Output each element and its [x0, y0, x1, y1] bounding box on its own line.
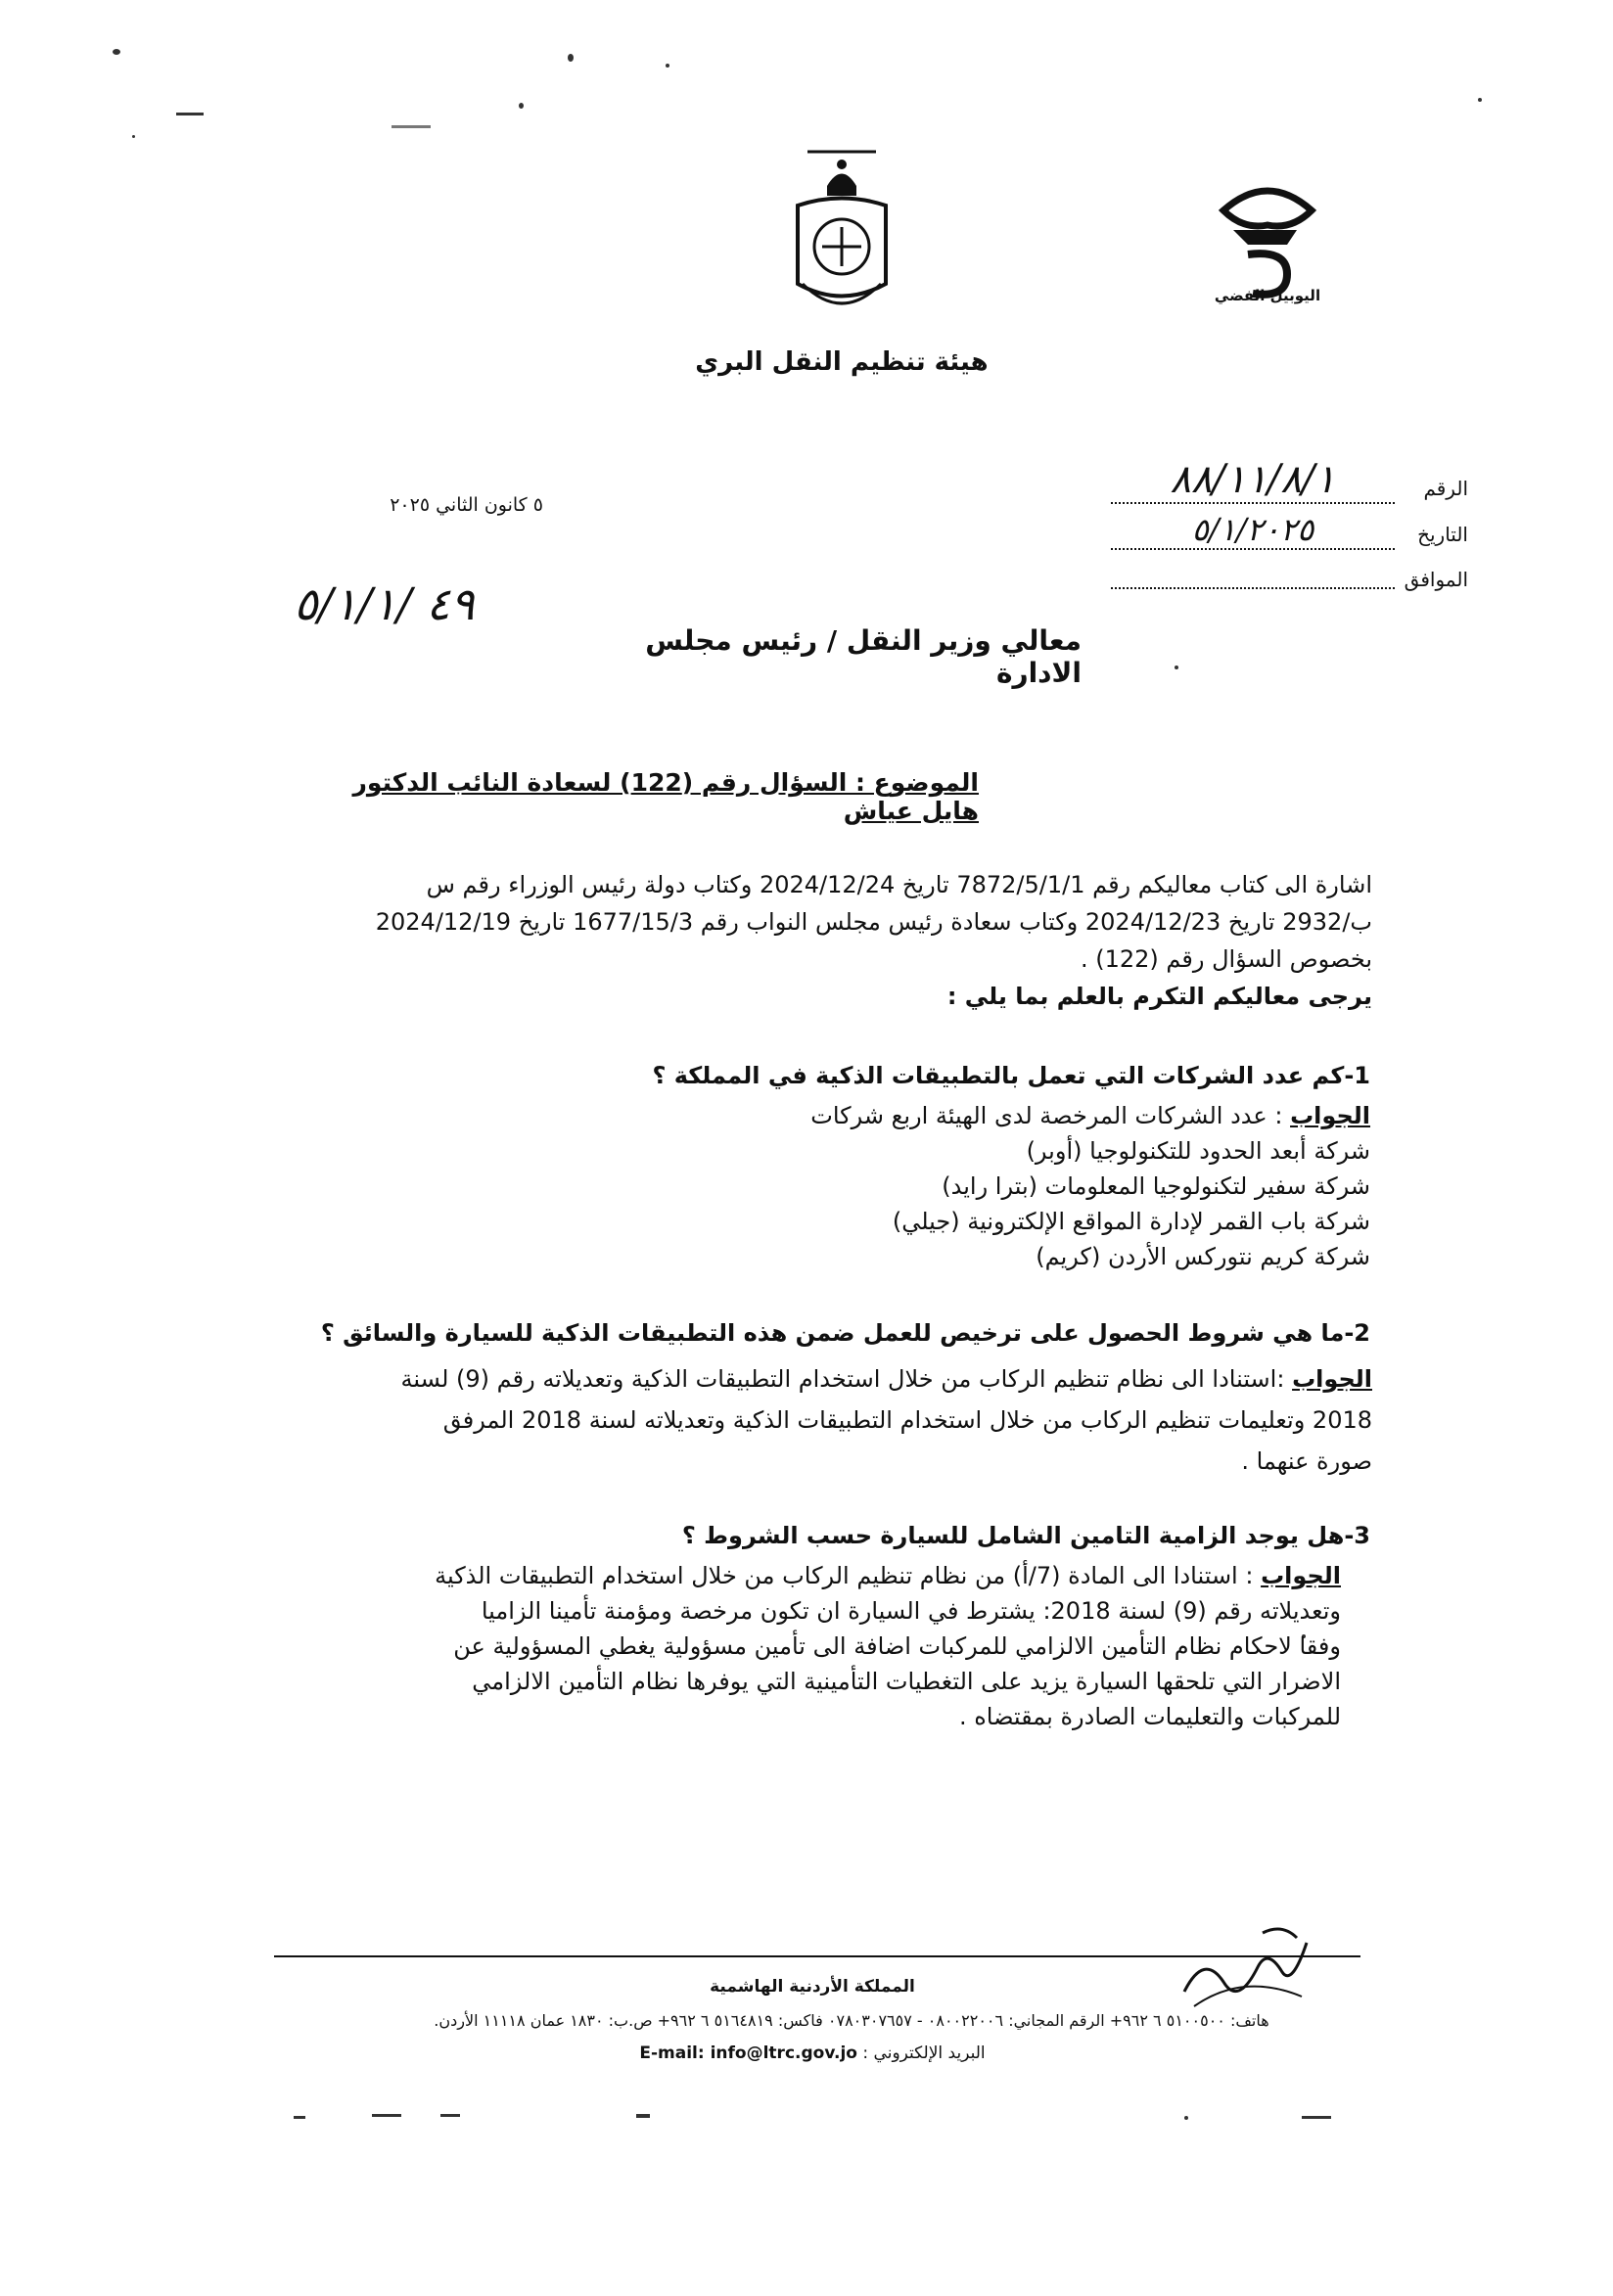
q3-answer-line-4: الاضرار التي تلحقها السيارة يزيد على التغطيات التأمينية التي يوفرها نظام التأمين الالزامي: [472, 1668, 1341, 1695]
authority-name: هيئة تنظيم النقل البري: [695, 347, 989, 377]
ref-date-label: التاريخ: [1417, 523, 1468, 546]
q1-answer-text: : عدد الشركات المرخصة لدى الهيئة اربع شركات: [810, 1102, 1291, 1129]
q3-answer-text: : استنادا الى المادة (7/أ) من نظام تنظيم الركاب من خلال استخدام التطبيقات الذكية: [435, 1562, 1262, 1589]
jubilee-logo: [1194, 171, 1341, 318]
footer-email-row: [587, 2043, 1037, 2063]
coat-of-arms: [783, 137, 900, 333]
q2-answer: [313, 1358, 1372, 1482]
company-item: شركة كريم نتوركس الأردن (كريم): [1036, 1243, 1370, 1270]
incoming-number: ٤٩ /٥/١/١: [294, 577, 475, 630]
q2-question: 2-ما هي شروط الحصول على ترخيص للعمل ضمن هذه التطبيقات الذكية للسيارة والسائق ؟: [320, 1319, 1370, 1347]
intro-line-2: ب/2932 تاريخ 2024/12/23 وكتاب سعادة رئيس مجلس النواب رقم 1677/15/3 تاريخ 2024/12/19: [375, 908, 1372, 936]
footer-email-label: البريد الإلكتروني :: [862, 2043, 986, 2063]
intro-line-3: بخصوص السؤال رقم (122) .: [1080, 945, 1372, 973]
ref-hijri-row: [1086, 560, 1468, 595]
footer-country: المملكة الأردنية الهاشمية: [710, 1977, 915, 1997]
jubilee-caption: اليوبيل الفضي: [1214, 287, 1321, 304]
q1-answer: [548, 1098, 1370, 1274]
q2-answer-text: :استنادا الى نظام تنظيم الركاب من خلال استخدام التطبيقات الذكية وتعديلاته رقم (9) لسنة: [400, 1365, 1293, 1393]
ref-number-row: [1086, 455, 1468, 504]
footer-contact: هاتف: ٥١٠٠٥٠٠ ٦ ٩٦٢+ الرقم المجاني: ٠٨٠٠٢٢٠٠٦ - ٠٧٨٠٣٠٧٦٥٧ فاكس: ٥١٦٤٨١٩ ٦ ٩٦٢+ ص.ب: ١٨٣٠ عمان ١١١١٨ الأردن.: [434, 2011, 1269, 2030]
intro-line-1: اشارة الى كتاب معاليكم رقم 7872/5/1/1 تاريخ 2024/12/24 وكتاب دولة رئيس الوزراء رقم س: [426, 871, 1372, 898]
q3-question: 3-هل يوجد الزامية التامين الشامل للسيارة حسب الشروط ؟: [681, 1522, 1370, 1549]
company-item: شركة باب القمر لإدارة المواقع الإلكترونية (جيلي): [892, 1208, 1370, 1235]
dateline-stamp: ٥ كانون الثاني ٢٠٢٥: [390, 494, 543, 516]
q2-answer-line-3: صورة عنهما .: [1241, 1447, 1372, 1475]
company-item: شركة سفير لتكنولوجيا المعلومات (بترا رايد): [942, 1172, 1370, 1200]
addressee: معالي وزير النقل / رئيس مجلس الادارة: [645, 624, 1082, 689]
crown-crest-icon: [783, 137, 900, 333]
company-item: شركة أبعد الحدود للتكنولوجيا (أوبر): [1026, 1137, 1370, 1165]
footer-rule: [274, 1955, 1360, 1957]
footer-email: E-mail: info@ltrc.gov.jo: [639, 2043, 857, 2063]
q3-answer-line-3: وفقا لاحكام نظام التأمين الالزامي للمركبات اضافة الى تأمين مسؤولية يغطي المسؤولية عن: [453, 1632, 1341, 1660]
ref-date-value: ٥/١/٢٠٢٥: [1111, 511, 1395, 550]
ref-number-value: ٨٨/١١/٨/١: [1111, 457, 1395, 504]
ref-hijri-value: [1111, 585, 1395, 589]
intro-line-4: يرجى معاليكم التكرم بالعلم بما يلي :: [946, 983, 1372, 1010]
q1-answer-label: الجواب: [1290, 1102, 1370, 1129]
q3-answer-line-1: [323, 1558, 1341, 1593]
ref-number-label: الرقم: [1423, 477, 1468, 500]
q3-answer-line-5: للمركبات والتعليمات الصادرة بمقتضاه .: [958, 1703, 1341, 1730]
q2-answer-line-2: 2018 وتعليمات تنظيم الركاب من خلال استخدام التطبيقات الذكية وتعديلاته لسنة 2018 المرفق: [442, 1406, 1372, 1434]
signature-icon: [1165, 1913, 1321, 2021]
subject: الموضوع : السؤال رقم (122) لسعادة النائب الدكتور هايل عياش: [352, 768, 979, 825]
ref-hijri-label: الموافق: [1404, 568, 1468, 591]
q2-answer-line-1: [313, 1358, 1372, 1400]
q3-answer-line-2: وتعديلاته رقم (9) لسنة 2018: يشترط في السيارة ان تكون مرخصة ومؤمنة تأمينا الزاميا: [481, 1597, 1341, 1625]
q3-answer-label: الجواب: [1261, 1562, 1341, 1589]
q1-answer-line: [548, 1098, 1370, 1133]
signature: [1165, 1913, 1321, 2021]
q1-question: 1-كم عدد الشركات التي تعمل بالتطبيقات الذكية في المملكة ؟: [652, 1062, 1370, 1089]
ref-date-row: [1086, 509, 1468, 550]
intro-paragraph: [313, 866, 1372, 1015]
q3-answer: [323, 1558, 1341, 1734]
q2-answer-label: الجواب: [1292, 1365, 1372, 1393]
